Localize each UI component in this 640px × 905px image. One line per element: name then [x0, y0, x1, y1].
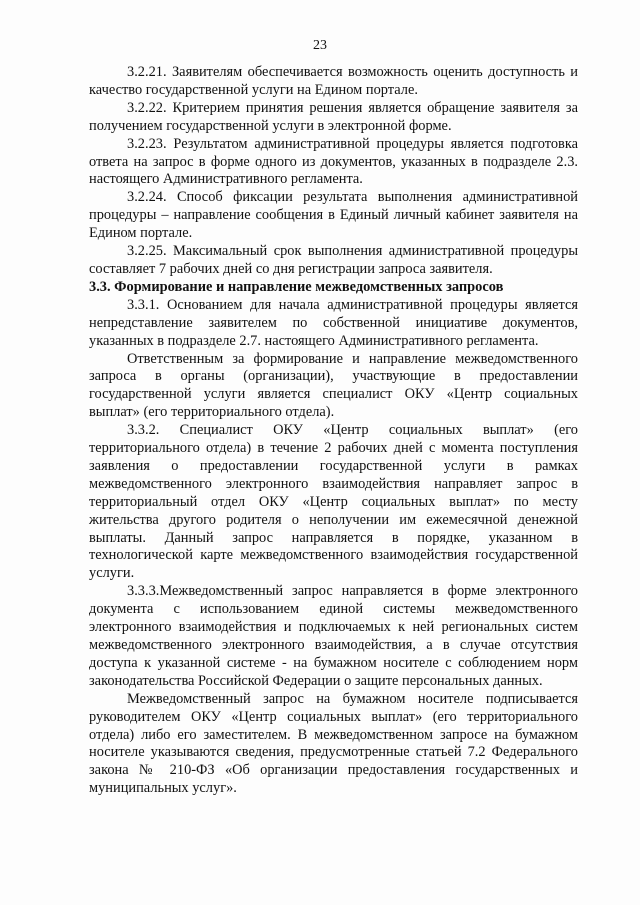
paragraph-3-3-1: 3.3.1. Основанием для начала административной процедуры является непредставление заявителем по собственной инициативе документов, указанных в подразделе 2.7. настоящего Административного регламента. — [89, 296, 578, 349]
paragraph-3-2-23: 3.2.23. Результатом административной процедуры является подготовка ответа на запрос в форме одного из документов, указанных в подразделе 2.3. настоящего Административного регламента. — [89, 135, 578, 188]
paragraph-responsible: Ответственным за формирование и направление межведомственного запроса в органы (организации), участвующие в предоставлении государственной услуги является специалист ОКУ «Центр социальных выплат» (его территориального отдела). — [89, 350, 578, 421]
document-body — [89, 64, 578, 798]
paragraph-3-2-25: 3.2.25. Максимальный срок выполнения административной процедуры составляет 7 рабочих дней со дня регистрации запроса заявителя. — [89, 243, 578, 277]
paragraph-3-2-21: 3.2.21. Заявителям обеспечивается возможность оценить доступность и качество государственной услуги на Едином портале. — [89, 64, 578, 98]
paragraph-3-3-2: 3.3.2. Специалист ОКУ «Центр социальных выплат» (его территориального отдела) в течение 2 рабочих дней с момента поступления заявления о предоставлении государственной услуги в рамках межведомственного электронного взаимодействия направляет запрос в территориальный отдел ОКУ «Центр социальных выплат» по месту жительства другого родителя о неполучении им ежемесячной денежной выплаты. Данный запрос направляется в порядке, указанном в технологической карте межведомственного взаимодействия государственной услуги. — [89, 422, 578, 582]
paragraph-3-2-22: 3.2.22. Критерием принятия решения является обращение заявителя за получением государственной услуги в электронной форме. — [89, 99, 578, 134]
paragraph-paper-request: Межведомственный запрос на бумажном носителе подписывается руководителем ОКУ «Центр социальных выплат» (его территориального отдела) либо его заместителем. В межведомственном запросе на бумажном носителе указываются сведения, предусмотренные статьей 7.2 Федерального закона № 210-ФЗ «Об организации предоставления государственных и муниципальных услуг». — [89, 690, 578, 797]
paragraph-3-2-24: 3.2.24. Способ фиксации результата выполнения административной процедуры – направление сообщения в Единый личный кабинет заявителя на Едином портале. — [89, 189, 578, 242]
section-heading: 3.3. Формирование и направление межведомственных запросов — [89, 278, 504, 295]
paragraph-3-3-3: 3.3.3.Межведомственный запрос направляется в форме электронного документа с использованием единой системы межведомственного электронного взаимодействия и подключаемых к ней региональных систем межведомственного электронного взаимодействия, а в случае отсутствия доступа к указанной системе - на бумажном носителе с соблюдением норм законодательства Российской Федерации о защите персональных данных. — [89, 583, 578, 689]
page-number: 23 — [313, 38, 327, 53]
